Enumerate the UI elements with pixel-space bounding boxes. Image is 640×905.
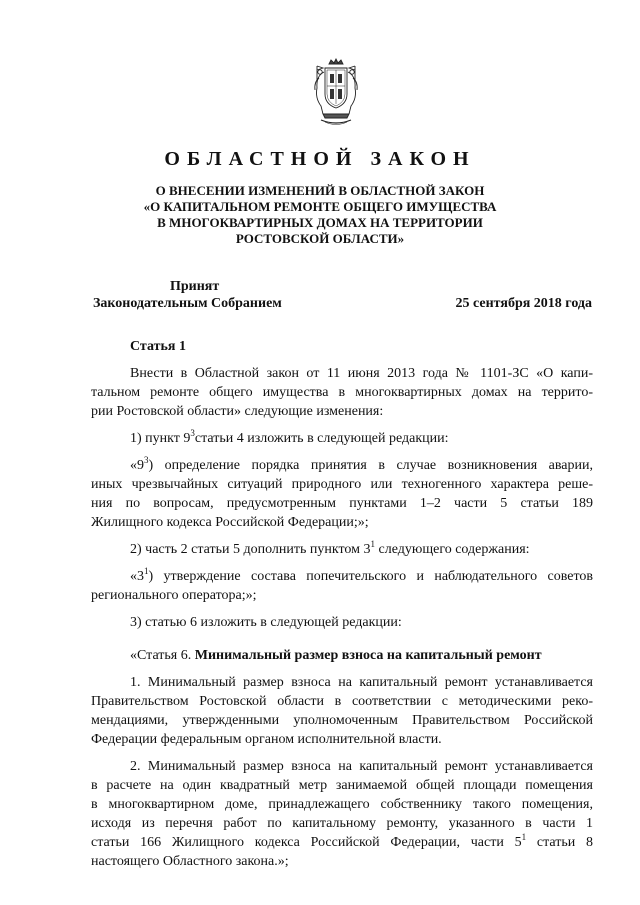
text-fragment: «Статья 6. xyxy=(130,648,195,663)
text-line: настоящего Областного закона.»; xyxy=(91,854,289,869)
superscript: 3 xyxy=(190,428,195,438)
quote-2 xyxy=(91,567,593,605)
text-fragment: 1) пункт 9 xyxy=(130,431,191,446)
document-title-line: РОСТОВСКОЙ ОБЛАСТИ» xyxy=(235,231,405,246)
text-fragment: статьи 166 Жилищного кодекса Российской Федерации, части 5 xyxy=(91,835,522,850)
text-fragment: «3 xyxy=(130,569,144,584)
text-line: иных чрезвычайных ситуаций природного или техногенного характера реше- xyxy=(91,477,593,492)
superscript: 3 xyxy=(144,455,149,465)
superscript: 1 xyxy=(521,832,527,842)
text-fragment: 2) часть 2 статьи 5 дополнить пунктом 3 xyxy=(130,542,371,557)
text-fragment: ) определение порядка принятия в случае возникновения аварии, xyxy=(148,458,593,473)
text-line xyxy=(91,833,593,852)
superscript: 1 xyxy=(370,539,376,549)
adoption-date: 25 сентября 2018 года xyxy=(455,296,592,311)
text-line: ния по вопросам, предусмотренным пунктами 1–2 части 5 статьи 189 xyxy=(91,496,593,511)
text-fragment: статьи 8 xyxy=(526,835,593,850)
item-3: 3) статью 6 изложить в следующей редакции: xyxy=(130,615,402,630)
document-title-line: В МНОГОКВАРТИРНЫХ ДОМАХ НА ТЕРРИТОРИИ xyxy=(157,215,483,230)
document-title-line: «О КАПИТАЛЬНОМ РЕМОНТЕ ОБЩЕГО ИМУЩЕСТВА xyxy=(143,199,497,214)
quote-1 xyxy=(91,456,593,532)
text-fragment: ) утверждение состава попечительского и наблюдательного советов xyxy=(148,569,593,584)
intro-paragraph xyxy=(91,364,593,421)
adopted-label: Принят xyxy=(170,279,220,294)
document-type-title: ОБЛАСТНОЙ ЗАКОН xyxy=(164,148,476,170)
new-article-title: Минимальный размер взноса на капитальный ремонт xyxy=(194,648,542,663)
text-line: рии Ростовской области» следующие изменения: xyxy=(91,404,384,419)
text-line: Правительством Ростовской области в соответствии с методическими реко- xyxy=(91,694,593,709)
text-line: регионального оператора;»; xyxy=(91,588,257,603)
text-fragment: «9 xyxy=(130,458,144,473)
text-line: исходя из перечня работ по капитальному ремонту, указанного в части 1 xyxy=(91,816,593,831)
adopted-by: Законодательным Собранием xyxy=(93,296,282,311)
document-title-line: О ВНЕСЕНИИ ИЗМЕНЕНИЙ В ОБЛАСТНОЙ ЗАКОН xyxy=(155,183,485,198)
text-line: 1. Минимальный размер взноса на капитальный ремонт устанавливается xyxy=(130,675,593,690)
new-article-paragraph-2 xyxy=(91,757,593,871)
text-line: 2. Минимальный размер взноса на капитальный ремонт устанавливается xyxy=(130,759,593,774)
text-line xyxy=(91,456,593,475)
text-line: тальном ремонте общего имущества в многоквартирных домах на террито- xyxy=(91,385,593,400)
law-body xyxy=(91,337,593,871)
item-2 xyxy=(91,540,593,559)
text-line: Федерации федеральным органом исполнительной власти. xyxy=(91,732,442,747)
document-title xyxy=(0,183,640,247)
coat-of-arms-emblem xyxy=(311,58,361,128)
text-fragment: статьи 4 изложить в следующей редакции: xyxy=(194,431,449,446)
text-line: мендациями, утвержденными уполномоченным Правительством Российской xyxy=(91,713,593,728)
text-line: Жилищного кодекса Российской Федерации;»; xyxy=(91,515,369,530)
new-article-paragraph-1 xyxy=(91,673,593,749)
text-line: в расчете на один квадратный метр занимаемой общей площади помещения xyxy=(91,778,593,793)
item-1 xyxy=(91,429,593,448)
text-fragment: следующего содержания: xyxy=(375,542,530,557)
superscript: 1 xyxy=(144,566,149,576)
article-heading: Статья 1 xyxy=(130,339,186,354)
text-line: Внести в Областной закон от 11 июня 2013 года № 1101-ЗС «О капи- xyxy=(130,366,593,381)
new-article-heading xyxy=(91,646,593,665)
text-line: в многоквартирном доме, принадлежащего собственнику такого помещения, xyxy=(91,797,593,812)
text-line xyxy=(91,567,593,586)
